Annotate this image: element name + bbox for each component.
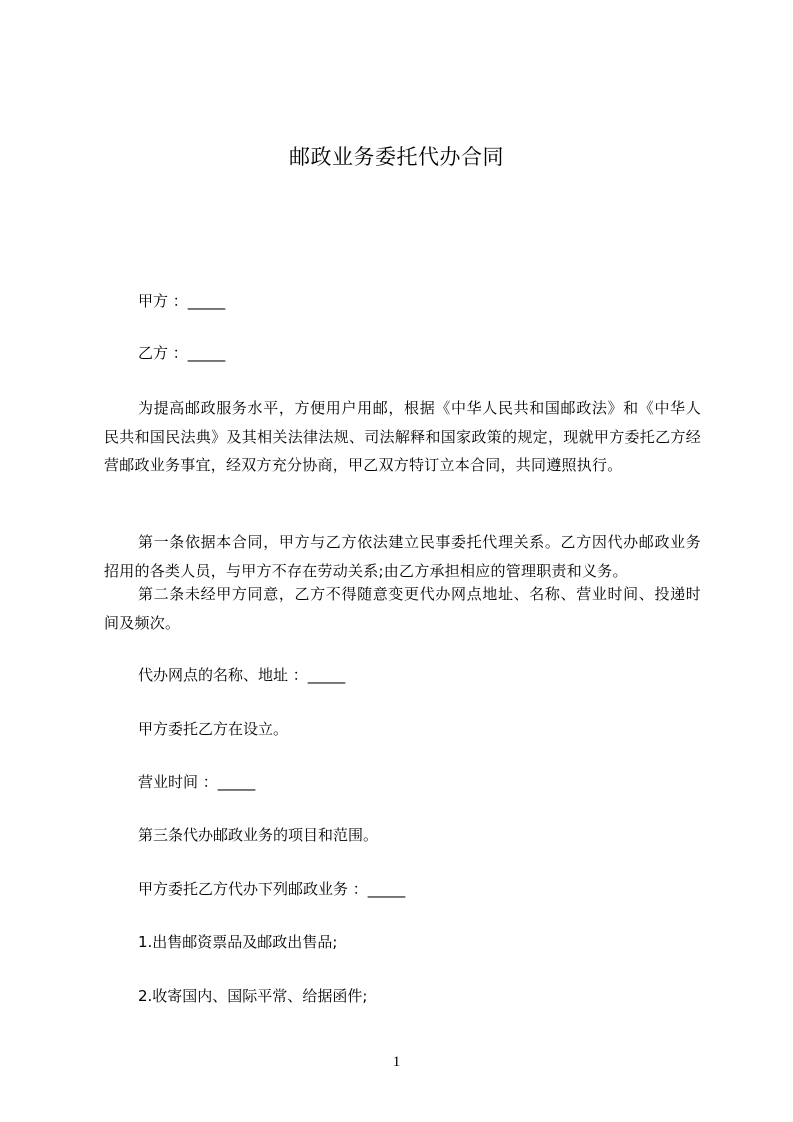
article-1-paragraph: 第一条依据本合同，甲方与乙方依法建立民事委托代理关系。乙方因代办邮政业务招用的各类人员，与甲方不存在劳动关系;由乙方承担相应的管理职责和义务。 [104, 533, 701, 580]
service-item-2: 2.收寄国内、国际平常、给据函件; [138, 987, 368, 1005]
business-hours-field: 营业时间 ：_____ [138, 773, 256, 791]
party-b-field: 乙方 ：_____ [138, 344, 226, 362]
document-title: 邮政业务委托代办合同 [289, 145, 504, 169]
outlet-name-address-field: 代办网点的名称、地址 ：_____ [138, 666, 346, 684]
party-a-field: 甲方 ：_____ [138, 292, 226, 310]
article-3-heading: 第三条代办邮政业务的项目和范围。 [138, 826, 379, 844]
entrust-setup-line: 甲方委托乙方在设立。 [138, 720, 289, 738]
article-2-paragraph: 第二条未经甲方同意，乙方不得随意变更代办网点地址、名称、营业时间、投递时间及频次。 [104, 585, 701, 632]
intro-paragraph: 为提高邮政服务水平，方便用户用邮，根据《中华人民共和国邮政法》和《中华人民共和国民法典》及其相关法律法规、司法解释和国家政策的规定，现就甲方委托乙方经营邮政业务事宜，经双方充分协商，甲乙双方特订立本合同，共同遵照执行。 [104, 399, 701, 474]
service-item-1: 1.出售邮资票品及邮政出售品; [138, 933, 338, 951]
page-number: 1 [392, 1054, 401, 1070]
entrusted-services-field: 甲方委托乙方代办下列邮政业务 ：_____ [138, 880, 406, 898]
